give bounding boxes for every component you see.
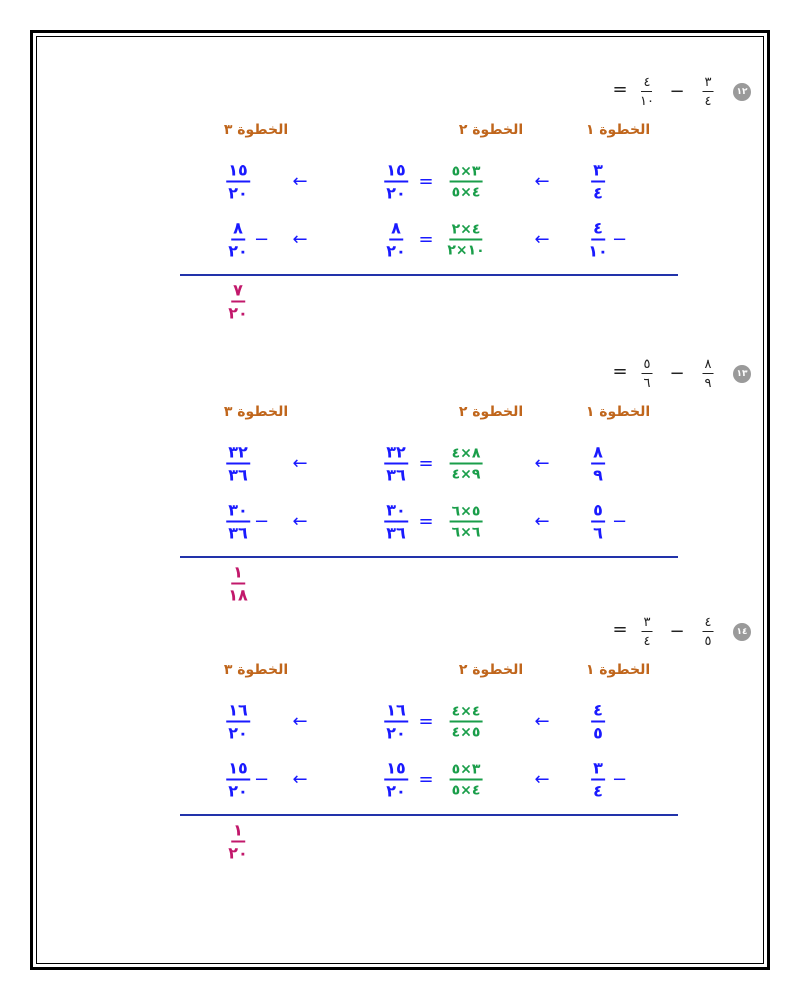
arrow-left: ← (534, 171, 550, 192)
step-1-fraction (591, 700, 605, 743)
problem-number-badge: ١٢ (733, 83, 751, 101)
negative-sign: − (254, 511, 270, 532)
equals-sign: = (418, 711, 434, 732)
step-2-result-fraction (384, 160, 408, 203)
problem-fraction-right-numerator: ٣ (643, 615, 651, 630)
problem-fraction-right (638, 76, 656, 108)
subtraction-line (180, 556, 678, 558)
problem-number-badge: ١٤ (733, 623, 751, 641)
step-3-fraction-denominator: ٢٠ (228, 241, 248, 261)
step-2-multiplication-denominator: ٦×٦ (451, 524, 481, 541)
step-2-result-fraction-numerator: ١٥ (384, 163, 408, 183)
problem-fraction-left-numerator: ٤ (704, 615, 712, 630)
arrow-left: ← (534, 511, 550, 532)
problem-fraction-left-numerator: ٨ (704, 357, 712, 372)
step-3-fraction-numerator: ١٦ (226, 703, 250, 723)
step-2-multiplication-denominator: ٥×٤ (451, 724, 481, 741)
step-2-result-fraction-denominator: ٣٦ (386, 465, 406, 485)
problem-fraction-left-denominator: ٥ (704, 634, 712, 649)
step-2-multiplication-denominator: ٤×٥ (451, 782, 481, 799)
step-3-fraction-denominator: ٢٠ (228, 723, 248, 743)
answer-fraction-numerator: ١ (231, 823, 245, 843)
step-2-result-fraction (384, 700, 408, 743)
negative-sign: − (612, 229, 628, 250)
step-2-multiplication-denominator: ٩×٤ (451, 466, 481, 483)
step-1-fraction (591, 442, 605, 485)
step-1-fraction-denominator: ١٠ (588, 241, 608, 261)
step-1-header: الخطوة ١ (585, 662, 651, 678)
equals-sign: = (612, 79, 628, 100)
problem-fraction-right-numerator: ٤ (643, 75, 651, 90)
step-3-fraction (226, 160, 250, 203)
minus-sign: − (669, 621, 685, 642)
step-3-fraction (226, 442, 250, 485)
equals-sign: = (418, 769, 434, 790)
step-3-fraction-numerator: ٣٢ (226, 445, 250, 465)
answer-fraction-numerator: ١ (231, 565, 245, 585)
step-2-result-fraction-denominator: ٣٦ (386, 523, 406, 543)
step-2-header: الخطوة ٢ (458, 122, 524, 138)
step-2-multiplication-denominator: ٤×٥ (451, 184, 481, 201)
step-1-fraction (591, 758, 605, 801)
arrow-left: ← (292, 171, 308, 192)
problem-fraction-right-denominator: ٦ (643, 376, 651, 391)
step-2-header: الخطوة ٢ (458, 404, 524, 420)
step-2-header: الخطوة ٢ (458, 662, 524, 678)
answer-fraction-denominator: ٢٠ (228, 303, 248, 323)
problem-fraction-left (703, 616, 714, 648)
problem-fraction-left-numerator: ٣ (704, 75, 712, 90)
step-1-fraction-numerator: ٥ (591, 503, 605, 523)
step-2-result-fraction-numerator: ٣٢ (384, 445, 408, 465)
step-1-fraction-numerator: ٨ (591, 445, 605, 465)
step-2-result-fraction-numerator: ١٦ (384, 703, 408, 723)
problem-fraction-left (703, 76, 714, 108)
step-1-fraction (591, 500, 605, 543)
negative-sign: − (612, 511, 628, 532)
step-1-fraction-denominator: ٥ (593, 723, 603, 743)
step-1-fraction-numerator: ٣ (591, 761, 605, 781)
problem-fraction-right (642, 616, 653, 648)
step-1-fraction-denominator: ٦ (593, 523, 603, 543)
problem-fraction-right-numerator: ٥ (643, 357, 651, 372)
problem-fraction-left-denominator: ٩ (704, 376, 712, 391)
minus-sign: − (669, 363, 685, 384)
arrow-left: ← (534, 769, 550, 790)
step-1-fraction-denominator: ٤ (593, 183, 603, 203)
step-1-fraction-numerator: ٣ (591, 163, 605, 183)
equals-sign: = (418, 511, 434, 532)
problem-fraction-right (642, 358, 653, 390)
step-2-result-fraction (384, 758, 408, 801)
step-3-fraction-numerator: ١٥ (226, 163, 250, 183)
step-1-fraction (591, 160, 605, 203)
step-1-fraction-numerator: ٤ (591, 703, 605, 723)
step-2-multiplication (450, 447, 483, 482)
step-2-result-fraction-denominator: ٢٠ (386, 241, 406, 261)
answer-fraction-numerator: ٧ (231, 283, 245, 303)
step-3-header: الخطوة ٣ (223, 404, 289, 420)
step-1-fraction-denominator: ٩ (593, 465, 603, 485)
step-1-fraction (586, 218, 610, 261)
equals-sign: = (612, 361, 628, 382)
step-2-multiplication-numerator: ٣×٥ (450, 165, 483, 183)
equals-sign: = (612, 619, 628, 640)
problem-fraction-right-denominator: ٤ (643, 634, 651, 649)
subtraction-line (180, 274, 678, 276)
step-2-multiplication (450, 505, 483, 540)
step-2-result-fraction (384, 218, 408, 261)
step-2-multiplication-numerator: ٤×٢ (450, 223, 483, 241)
arrow-left: ← (292, 511, 308, 532)
step-2-multiplication (450, 705, 483, 740)
step-3-fraction-denominator: ٢٠ (228, 183, 248, 203)
answer-fraction-denominator: ١٨ (228, 585, 248, 605)
step-2-multiplication-numerator: ٣×٥ (450, 763, 483, 781)
step-3-fraction-numerator: ٣٠ (226, 503, 250, 523)
step-2-result-fraction-denominator: ٢٠ (386, 183, 406, 203)
arrow-left: ← (292, 453, 308, 474)
step-3-header: الخطوة ٣ (223, 662, 289, 678)
step-2-result-fraction-numerator: ٣٠ (384, 503, 408, 523)
step-3-fraction (226, 500, 250, 543)
step-3-fraction-numerator: ١٥ (226, 761, 250, 781)
answer-fraction (226, 562, 250, 605)
step-3-fraction (226, 218, 250, 261)
step-3-fraction (226, 700, 250, 743)
step-2-result-fraction-numerator: ٨ (389, 221, 403, 241)
problem-fraction-right-denominator: ١٠ (640, 94, 654, 109)
answer-fraction (226, 280, 250, 323)
step-3-fraction-denominator: ٣٦ (228, 465, 248, 485)
step-1-header: الخطوة ١ (585, 404, 651, 420)
step-1-header: الخطوة ١ (585, 122, 651, 138)
step-3-fraction-numerator: ٨ (231, 221, 245, 241)
problem-fraction-left-denominator: ٤ (704, 94, 712, 109)
step-2-multiplication (445, 223, 486, 258)
step-3-header: الخطوة ٣ (223, 122, 289, 138)
step-2-result-fraction-denominator: ٢٠ (386, 723, 406, 743)
step-2-multiplication-numerator: ٤×٤ (450, 705, 483, 723)
negative-sign: − (612, 769, 628, 790)
negative-sign: − (254, 769, 270, 790)
problem-fraction-left (703, 358, 714, 390)
equals-sign: = (418, 453, 434, 474)
arrow-left: ← (534, 229, 550, 250)
step-2-multiplication (450, 165, 483, 200)
answer-fraction-denominator: ٢٠ (228, 843, 248, 863)
negative-sign: − (254, 229, 270, 250)
arrow-left: ← (534, 453, 550, 474)
step-2-multiplication-denominator: ١٠×٢ (447, 242, 485, 259)
arrow-left: ← (534, 711, 550, 732)
step-2-multiplication-numerator: ٥×٦ (450, 505, 483, 523)
equals-sign: = (418, 171, 434, 192)
minus-sign: − (669, 81, 685, 102)
step-2-result-fraction (384, 442, 408, 485)
step-2-result-fraction (384, 500, 408, 543)
step-3-fraction-denominator: ٣٦ (228, 523, 248, 543)
arrow-left: ← (292, 769, 308, 790)
problem-number-badge: ١٣ (733, 365, 751, 383)
answer-fraction (226, 820, 250, 863)
arrow-left: ← (292, 711, 308, 732)
step-2-result-fraction-numerator: ١٥ (384, 761, 408, 781)
step-2-result-fraction-denominator: ٢٠ (386, 781, 406, 801)
subtraction-line (180, 814, 678, 816)
arrow-left: ← (292, 229, 308, 250)
step-3-fraction-denominator: ٢٠ (228, 781, 248, 801)
step-1-fraction-denominator: ٤ (593, 781, 603, 801)
step-2-multiplication (450, 763, 483, 798)
step-3-fraction (226, 758, 250, 801)
step-2-multiplication-numerator: ٨×٤ (450, 447, 483, 465)
step-1-fraction-numerator: ٤ (591, 221, 605, 241)
equals-sign: = (418, 229, 434, 250)
